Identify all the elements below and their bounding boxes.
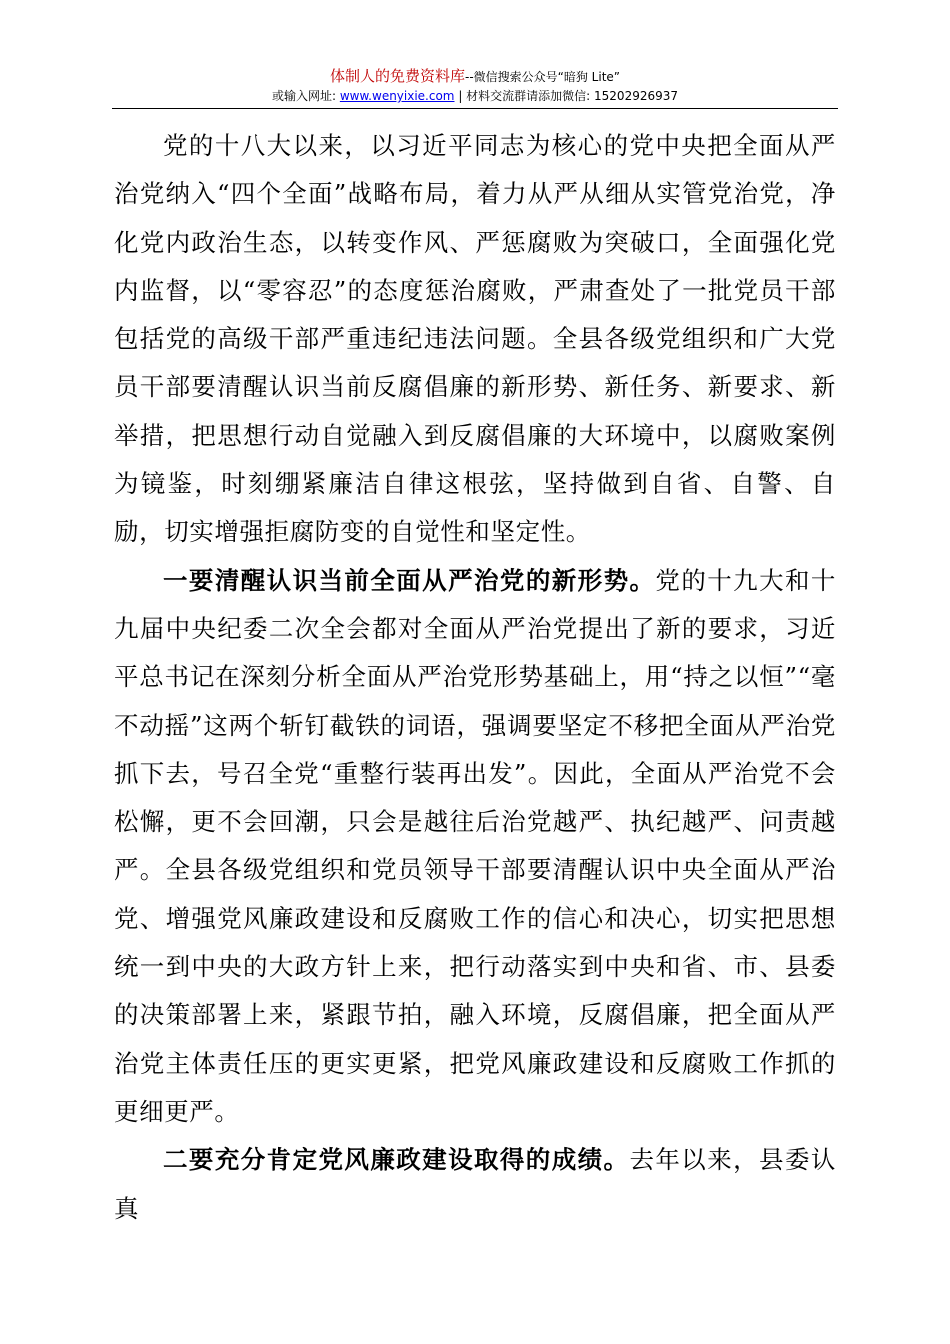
header-contact-line	[0, 87, 950, 105]
paragraph-3-lead: 二要充分肯定党风廉政建设取得的成绩。	[163, 1145, 630, 1175]
paragraph-1-text: 党的十八大以来，以习近平同志为核心的党中央把全面从严治党纳入“四个全面”战略布局，着力从严从细从实管党治党，净化党内政治生态，以转变作风、严惩腐败为突破口，全面强化党内监督，以“零容忍”的态度惩治腐败，严肃查处了一批党员干部包括党的高级干部严重违纪违法问题。全县各级党组织和广大党员干部要清醒认识当前反腐倡廉的新形势、新任务、新要求、新举措，把思想行动自觉融入到反腐倡廉的大环境中，以腐败案例为镜鉴，时刻绷紧廉洁自律这根弦，坚持做到自省、自警、自励，切实增强拒腐防变的自觉性和坚定性。	[114, 131, 836, 547]
header-contact: | 材料交流群请添加微信: 15202926937	[454, 89, 679, 103]
paragraph-3	[114, 1136, 836, 1233]
page-header	[0, 66, 950, 105]
header-title-line	[0, 66, 950, 87]
header-url-link[interactable]: www.wenyixie.com	[339, 89, 455, 103]
paragraph-1	[114, 122, 836, 557]
paragraph-3-text: 去年以来，县委认真	[114, 1145, 836, 1223]
document-body	[114, 122, 836, 1233]
paragraph-2-text: 党的十九大和十九届中央纪委二次全会都对全面从严治党提出了新的要求，习近平总书记在深刻分析全面从严治党形势基础上，用“持之以恒”“毫不动摇”这两个斩钉截铁的词语，强调要坚定不移把全面从严治党抓下去，号召全党“重整行装再出发”。因此，全面从严治党不会松懈，更不会回潮，只会是越往后治党越严、执纪越严、问责越严。全县各级党组织和党员领导干部要清醒认识中央全面从严治党、增强党风廉政建设和反腐败工作的信心和决心，切实把思想统一到中央的大政方针上来，把行动落实到中央和省、市、县委的决策部署上来，紧跟节拍，融入环境，反腐倡廉，把全面从严治党主体责任压的更实更紧，把党风廉政建设和反腐败工作抓的更细更严。	[114, 565, 836, 1126]
header-title: 体制人的免费资料库	[329, 67, 465, 85]
header-divider	[112, 108, 838, 109]
paragraph-2-lead: 一要清醒认识当前全面从严治党的新形势。	[163, 565, 656, 595]
header-subtitle: --微信搜索公众号“暗狗 Lite”	[464, 70, 621, 84]
paragraph-2	[114, 557, 836, 1137]
header-url-prefix: 或输入网址:	[271, 89, 340, 103]
